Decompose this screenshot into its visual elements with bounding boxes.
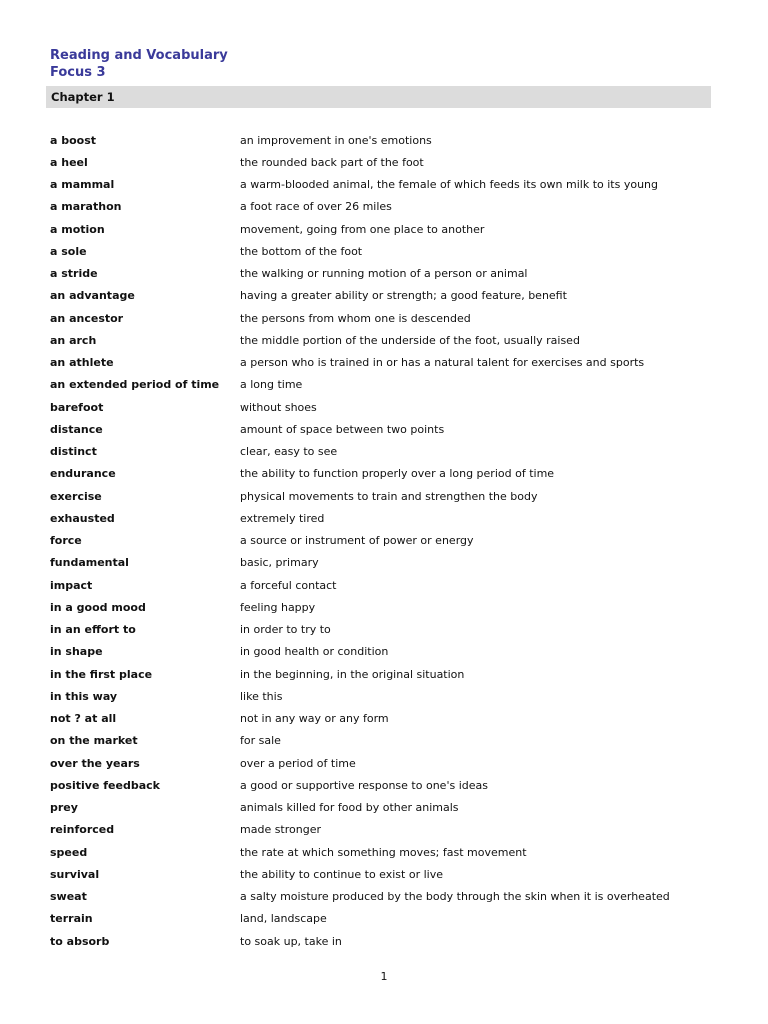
vocabulary-definition: the ability to function properly over a long period of time — [240, 467, 555, 481]
vocabulary-row — [50, 730, 730, 752]
document-title-line-2: Focus 3 — [50, 65, 106, 80]
vocabulary-term: endurance — [50, 467, 116, 481]
vocabulary-term: on the market — [50, 734, 138, 748]
page-number: 1 — [380, 970, 388, 983]
vocabulary-row — [50, 263, 730, 285]
vocabulary-term: exhausted — [50, 511, 115, 525]
vocabulary-definition: a person who is trained in or has a natural talent for exercises and sports — [240, 356, 645, 370]
vocabulary-row — [50, 196, 730, 218]
vocabulary-row — [50, 374, 730, 396]
vocabulary-row — [50, 396, 730, 418]
vocabulary-term: a boost — [50, 133, 97, 147]
vocabulary-term: a mammal — [50, 178, 115, 192]
vocabulary-row — [50, 352, 730, 374]
vocabulary-term: to absorb — [50, 934, 110, 948]
vocabulary-definition: the walking or running motion of a person or animal — [240, 267, 528, 281]
vocabulary-definition: like this — [240, 689, 283, 703]
vocabulary-row — [50, 908, 730, 930]
vocabulary-row — [50, 307, 730, 329]
vocabulary-term: an advantage — [50, 289, 135, 303]
vocabulary-definition: to soak up, take in — [240, 934, 342, 948]
vocabulary-definition: for sale — [240, 734, 281, 748]
vocabulary-row — [50, 485, 730, 507]
vocabulary-term: distinct — [50, 445, 97, 459]
vocabulary-row — [50, 930, 730, 952]
vocabulary-row — [50, 218, 730, 240]
vocabulary-list — [50, 129, 730, 952]
vocabulary-row — [50, 619, 730, 641]
vocabulary-term: force — [50, 534, 82, 548]
vocabulary-definition: amount of space between two points — [240, 422, 445, 436]
vocabulary-row — [50, 129, 730, 151]
vocabulary-definition: a good or supportive response to one's ideas — [240, 778, 488, 792]
vocabulary-definition: a warm-blooded animal, the female of which feeds its own milk to its young — [240, 178, 658, 192]
vocabulary-row — [50, 863, 730, 885]
vocabulary-row — [50, 774, 730, 796]
vocabulary-row — [50, 641, 730, 663]
vocabulary-term: sweat — [50, 890, 87, 904]
vocabulary-term: an extended period of time — [50, 378, 220, 392]
vocabulary-definition: having a greater ability or strength; a good feature, benefit — [240, 289, 567, 303]
vocabulary-definition: a long time — [240, 378, 303, 392]
vocabulary-term: an arch — [50, 333, 97, 347]
vocabulary-row — [50, 663, 730, 685]
vocabulary-definition: an improvement in one's emotions — [240, 133, 432, 147]
vocabulary-row — [50, 507, 730, 529]
chapter-heading: Chapter 1 — [46, 86, 711, 108]
vocabulary-term: positive feedback — [50, 778, 160, 792]
vocabulary-definition: land, landscape — [240, 912, 327, 926]
vocabulary-row — [50, 797, 730, 819]
vocabulary-row — [50, 285, 730, 307]
vocabulary-row — [50, 574, 730, 596]
vocabulary-term: in an effort to — [50, 623, 136, 637]
vocabulary-definition: over a period of time — [240, 756, 356, 770]
vocabulary-row — [50, 708, 730, 730]
vocabulary-row — [50, 530, 730, 552]
vocabulary-term: not ? at all — [50, 712, 117, 726]
vocabulary-term: reinforced — [50, 823, 115, 837]
vocabulary-definition: a foot race of over 26 miles — [240, 200, 392, 214]
vocabulary-definition: extremely tired — [240, 511, 325, 525]
vocabulary-definition: the rounded back part of the foot — [240, 155, 424, 169]
vocabulary-definition: a forceful contact — [240, 578, 337, 592]
vocabulary-term: survival — [50, 867, 100, 881]
vocabulary-row — [50, 174, 730, 196]
vocabulary-term: distance — [50, 422, 103, 436]
vocabulary-term: a motion — [50, 222, 105, 236]
vocabulary-term: in shape — [50, 645, 103, 659]
vocabulary-term: a heel — [50, 155, 88, 169]
vocabulary-row — [50, 596, 730, 618]
vocabulary-definition: the ability to continue to exist or live — [240, 867, 443, 881]
vocabulary-term: a marathon — [50, 200, 122, 214]
vocabulary-definition: basic, primary — [240, 556, 319, 570]
document-title-line-1: Reading and Vocabulary — [50, 48, 228, 63]
vocabulary-term: barefoot — [50, 400, 104, 414]
vocabulary-term: a sole — [50, 244, 87, 258]
vocabulary-definition: a salty moisture produced by the body through the skin when it is overheated — [240, 890, 670, 904]
vocabulary-definition: in the beginning, in the original situation — [240, 667, 465, 681]
document-title — [50, 47, 228, 81]
vocabulary-term: terrain — [50, 912, 93, 926]
vocabulary-row — [50, 552, 730, 574]
vocabulary-definition: physical movements to train and strengthen the body — [240, 489, 538, 503]
vocabulary-definition: movement, going from one place to another — [240, 222, 485, 236]
vocabulary-term: prey — [50, 801, 78, 815]
vocabulary-row — [50, 240, 730, 262]
vocabulary-term: impact — [50, 578, 93, 592]
vocabulary-definition: in good health or condition — [240, 645, 389, 659]
vocabulary-row — [50, 151, 730, 173]
vocabulary-definition: made stronger — [240, 823, 322, 837]
vocabulary-row — [50, 841, 730, 863]
vocabulary-definition: the persons from whom one is descended — [240, 311, 471, 325]
vocabulary-row — [50, 685, 730, 707]
vocabulary-row — [50, 329, 730, 351]
vocabulary-row — [50, 886, 730, 908]
vocabulary-definition: clear, easy to see — [240, 445, 338, 459]
vocabulary-definition: a source or instrument of power or energy — [240, 534, 474, 548]
vocabulary-definition: feeling happy — [240, 600, 316, 614]
vocabulary-row — [50, 441, 730, 463]
vocabulary-row — [50, 752, 730, 774]
vocabulary-term: speed — [50, 845, 88, 859]
vocabulary-term: an ancestor — [50, 311, 124, 325]
vocabulary-definition: the rate at which something moves; fast movement — [240, 845, 527, 859]
vocabulary-term: fundamental — [50, 556, 129, 570]
vocabulary-term: in the first place — [50, 667, 153, 681]
vocabulary-row — [50, 463, 730, 485]
vocabulary-definition: not in any way or any form — [240, 712, 389, 726]
vocabulary-definition: without shoes — [240, 400, 317, 414]
vocabulary-definition: animals killed for food by other animals — [240, 801, 459, 815]
vocabulary-term: a stride — [50, 267, 98, 281]
vocabulary-term: exercise — [50, 489, 102, 503]
vocabulary-term: an athlete — [50, 356, 114, 370]
vocabulary-definition: the middle portion of the underside of the foot, usually raised — [240, 333, 580, 347]
vocabulary-term: in a good mood — [50, 600, 146, 614]
vocabulary-definition: in order to try to — [240, 623, 331, 637]
vocabulary-row — [50, 418, 730, 440]
vocabulary-definition: the bottom of the foot — [240, 244, 363, 258]
vocabulary-row — [50, 819, 730, 841]
vocabulary-term: over the years — [50, 756, 140, 770]
vocabulary-term: in this way — [50, 689, 118, 703]
